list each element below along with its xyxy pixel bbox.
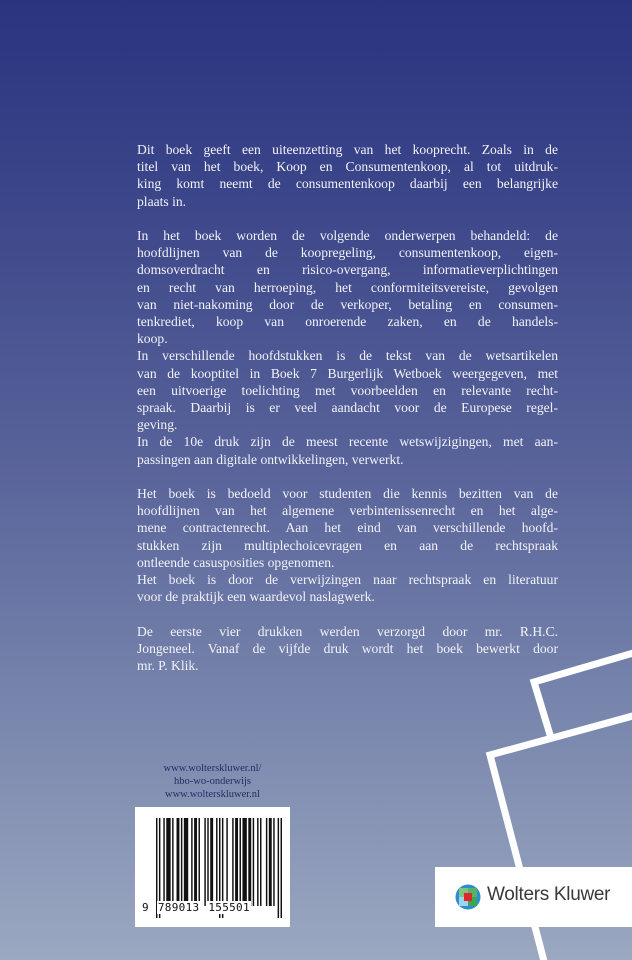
barcode-bar	[240, 818, 241, 906]
blurb-paragraph	[137, 141, 558, 210]
text-line: Het boek is door de verwijzingen naar rechtspraak en literatuur	[137, 572, 558, 588]
text-line: geving.	[137, 417, 178, 433]
text-line: Jongeneel. Vanaf de vijfde druk wordt het boek bewerkt door	[137, 640, 558, 656]
text-line: domsoverdracht en risico-overgang, informatieverplichtingen	[137, 262, 558, 278]
isbn-digit-group: 155501	[208, 901, 250, 914]
text-line: Dit boek geeft een uiteenzetting van het kooprecht. Zoals in de	[137, 142, 558, 157]
publisher-name: Wolters Kluwer	[487, 884, 611, 905]
barcode-bar	[191, 818, 192, 906]
blurb-paragraph	[137, 227, 558, 468]
text-line: stukken zijn multiplechoicevragen en aan de rechtspraak	[137, 537, 558, 553]
isbn-digits	[141, 901, 251, 914]
text-line: plaats in.	[137, 193, 187, 209]
barcode-bar	[232, 818, 233, 906]
barcode-bar	[204, 818, 205, 906]
barcode-bar	[172, 818, 173, 906]
text-line: voor de praktijk een waardevol naslagwerk.	[137, 589, 375, 605]
text-line: In het boek worden de volgende onderwerpen behandeld: de	[137, 228, 558, 243]
barcode-bar	[242, 818, 246, 906]
text-line: hoofdlijnen van het algemene verbintenissenrecht en het alge-	[137, 503, 558, 519]
publisher-logo	[435, 867, 632, 927]
text-line: spraak. Daarbij is er veel aandacht voor de Europese regel-	[137, 400, 558, 416]
barcode-bar	[166, 818, 170, 906]
text-line: en recht van herroeping, het conformiteitsvereiste, gevolgen	[137, 279, 558, 295]
text-line: Het boek is bedoeld voor studenten die kennis bezitten van de	[137, 486, 558, 502]
text-line: ontleende casusposities opgenomen.	[137, 554, 335, 570]
barcode-bar	[273, 818, 274, 906]
text-line: koop.	[137, 331, 168, 347]
barcode-bar	[194, 818, 197, 906]
barcode-bar	[198, 818, 199, 906]
barcode-bar	[260, 818, 261, 906]
barcode-bar	[207, 818, 208, 906]
isbn-digit-group: 9	[142, 901, 149, 914]
text-line: tenkrediet, koop van onroerende zaken, en de handels-	[137, 314, 558, 330]
text-line: hoofdlijnen van de koopregeling, consumentenkoop, eigen-	[137, 245, 558, 261]
text-line: mr. P. Klik.	[137, 658, 199, 674]
text-line: van de kooptitel in Boek 7 Burgerlijk Wetboek weergegeven, met	[137, 365, 558, 381]
barcode-bar	[266, 818, 267, 906]
barcode-bar	[216, 818, 217, 906]
text-line: king komt neemt de consumentenkoop daarbij een belangrijke	[137, 176, 558, 192]
text-line: In de 10e druk zijn de meest recente wetswijzigingen, met aan-	[137, 434, 558, 450]
text-line: mene contractenrecht. Aan het eind van verschillende hoofd-	[137, 520, 558, 536]
barcode-bar	[281, 818, 282, 918]
text-line: titel van het boek, Koop en Consumentenkoop, al tot uitdruk-	[137, 159, 558, 175]
text-line: van niet-nakoming door de verkoper, betaling en consumen-	[137, 296, 558, 312]
barcode-bar	[235, 818, 238, 906]
blurb-paragraph	[137, 485, 558, 605]
barcode-bar	[210, 818, 213, 906]
barcode-bar	[184, 818, 188, 906]
barcode-bar	[269, 818, 272, 906]
blurb-text	[137, 141, 558, 691]
barcode-bar	[181, 818, 182, 906]
isbn-digit-group: 789013	[157, 901, 200, 914]
barcode-bar	[248, 818, 251, 906]
barcode-bar	[163, 818, 164, 906]
text-line: De eerste vier drukken werden verzorgd door mr. R.H.C.	[137, 623, 558, 639]
url-line[interactable]: www.wolterskluwer.nl/	[163, 763, 262, 774]
barcode-bar	[253, 818, 254, 906]
barcode-bar	[257, 818, 258, 906]
text-line: passingen aan digitale ontwikkelingen, verwerkt.	[137, 451, 404, 467]
text-line: In verschillende hoofdstukken is de tekst van de wetsartikelen	[137, 348, 558, 364]
url-line[interactable]: hbo-wo-onderwijs	[174, 776, 251, 787]
blurb-paragraph	[137, 623, 558, 675]
publisher-urls	[134, 762, 291, 801]
url-line[interactable]: www.wolterskluwer.nl	[165, 789, 260, 800]
barcode-bar	[177, 818, 180, 906]
wolters-kluwer-globe-icon	[455, 884, 481, 910]
text-line: een uitvoerige toelichting met voorbeelden en relevante recht-	[137, 382, 558, 398]
barcode-bar	[278, 818, 279, 918]
isbn-barcode	[135, 807, 290, 927]
barcode-bar	[226, 818, 227, 906]
